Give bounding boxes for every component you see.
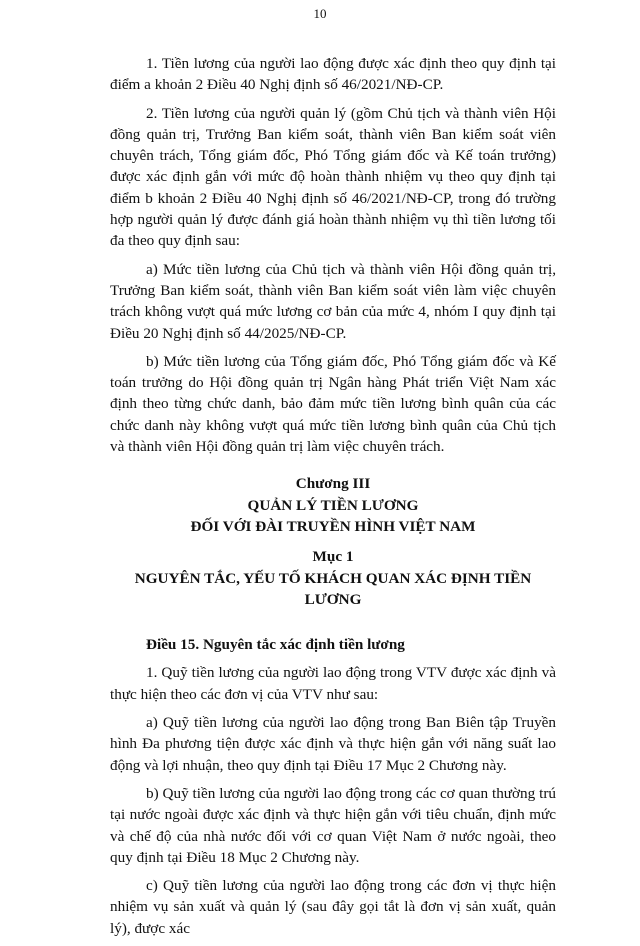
paragraph-2b: b) Mức tiền lương của Tổng giám đốc, Phó Tổng giám đốc và Kế toán trưởng do Hội đồng quản trị Ngân hàng Phát triển Việt Nam xác định theo từng chức danh, bảo đảm mức tiền lương bình quân của các chức danh này không vượt quá mức tiền lương bình quân của Chủ tịch và thành viên Hội đồng quản trị làm việc chuyên trách.: [110, 352, 556, 456]
paragraph-2a: a) Mức tiền lương của Chủ tịch và thành viên Hội đồng quản trị, Trưởng Ban kiểm soát, thành viên Ban kiểm soát viên làm việc chuyên trách không vượt quá mức lương cơ bản của mức 4, nhóm I quy định tại Điều 20 Nghị định số 44/2025/NĐ-CP.: [110, 260, 556, 342]
page-number: 10: [313, 6, 327, 21]
chapter-heading: [110, 473, 556, 537]
chapter-title-line-2: ĐỐI VỚI ĐÀI TRUYỀN HÌNH VIỆT NAM: [190, 517, 476, 535]
document-body: [110, 53, 556, 946]
section-title: NGUYÊN TẮC, YẾU TỐ KHÁCH QUAN XÁC ĐỊNH TIỀN LƯƠNG: [134, 569, 532, 608]
chapter-number: Chương III: [295, 475, 371, 493]
section-heading: [110, 546, 556, 610]
article-paragraph-1: 1. Quỹ tiền lương của người lao động trong VTV được xác định và thực hiện theo các đơn vị của VTV như sau:: [110, 664, 556, 703]
article-paragraph-1c: c) Quỹ tiền lương của người lao động trong các đơn vị thực hiện nhiệm vụ sản xuất và quản lý (sau đây gọi tắt là đơn vị sản xuất, quản lý), được xác: [110, 877, 556, 937]
article-paragraph-1b: b) Quỹ tiền lương của người lao động trong các cơ quan thường trú tại nước ngoài được xác định và thực hiện gắn với tiêu chuẩn, định mức và chế độ của nhà nước đối với cơ quan Việt Nam ở nước ngoài, theo quy định tại Điều 18 Mục 2 Chương này.: [110, 784, 556, 866]
article-paragraph-1a: a) Quỹ tiền lương của người lao động trong Ban Biên tập Truyền hình Đa phương tiện được xác định và thực hiện gắn với năng suất lao động và lợi nhuận, theo quy định tại Điều 17 Mục 2 Chương này.: [110, 714, 556, 774]
paragraph-1: 1. Tiền lương của người lao động được xác định theo quy định tại điểm a khoản 2 Điều 40 Nghị định số 46/2021/NĐ-CP.: [110, 55, 556, 94]
section-number: Mục 1: [312, 548, 354, 566]
chapter-title-line-1: QUẢN LÝ TIỀN LƯƠNG: [247, 496, 419, 514]
article-title: Điều 15. Nguyên tắc xác định tiền lương: [146, 636, 405, 654]
paragraph-2: 2. Tiền lương của người quản lý (gồm Chủ tịch và thành viên Hội đồng quản trị, Trưởng Ban kiểm soát, thành viên Ban kiểm soát viên chuyên trách, Tổng giám đốc, Phó Tổng giám đốc và Kế toán trưởng) được xác định gắn với mức độ hoàn thành nhiệm vụ theo quy định tại điểm b khoản 2 Điều 40 Nghị định số 46/2021/NĐ-CP, trong đó trường hợp người quản lý được đánh giá hoàn thành nhiệm vụ thì tiền lương tối đa theo quy định sau:: [110, 104, 556, 250]
